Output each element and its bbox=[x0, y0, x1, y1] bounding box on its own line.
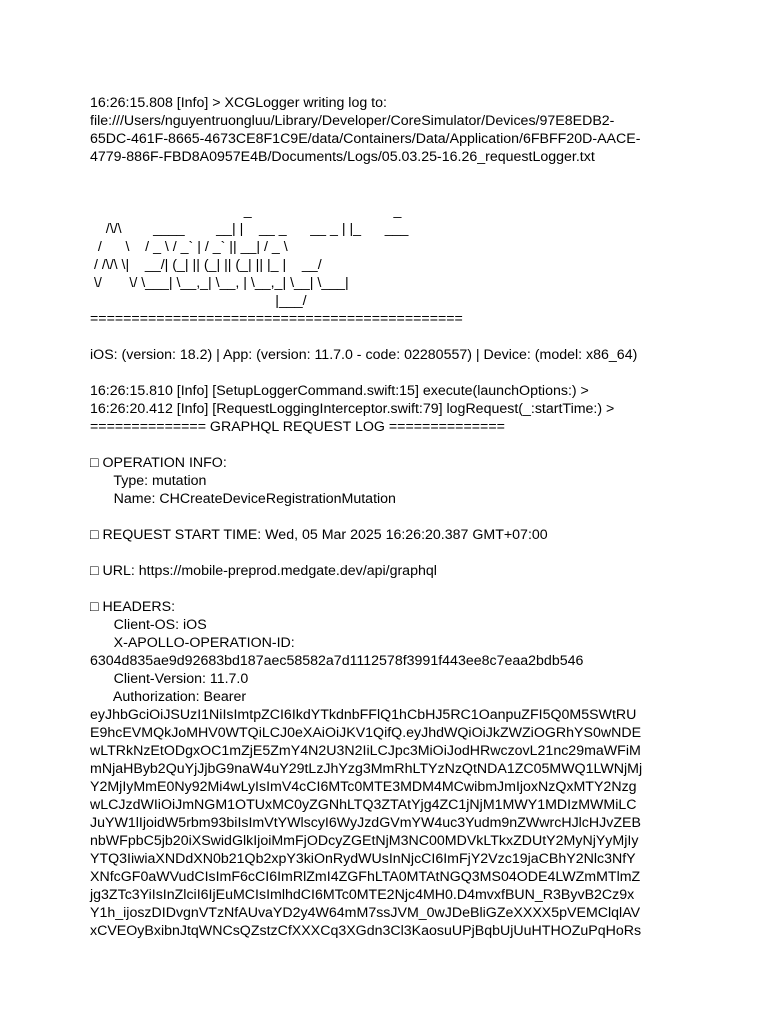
log-line: /\/\ ____ __| | __ _ __ _ | |_ ___ bbox=[90, 221, 409, 237]
log-line bbox=[90, 364, 690, 382]
log-document bbox=[90, 94, 690, 940]
log-line: □ OPERATION INFO: bbox=[90, 455, 227, 471]
log-line: Y2MjIyMmE0Ny92Mi4wLyIsImV4cCI6MTc0MTE3MDM4MCwibmJmIjoxNzQxMTY2Nzg bbox=[90, 779, 637, 795]
log-line: 4779-886F-FBD8A0957E4B/Documents/Logs/05.03.25-16.26_requestLogger.txt bbox=[90, 149, 595, 165]
log-line bbox=[90, 508, 690, 526]
log-line: YTQ3IiwiaXNDdXN0b21Qb2xpY3kiOnRydWUsInNjcCI6ImFjY2Vzc19jaCBhY2Nlc3NfY bbox=[90, 851, 636, 867]
log-line bbox=[90, 436, 690, 454]
log-line: XNfcGF0aWVudCIsImF6cCI6ImRlZmI4ZGFhLTA0MTAtNGQ3MS04ODE4LWZmMTlmZ bbox=[90, 869, 641, 885]
log-line: jg3ZTc3YiIsInZlciI6IjEuMCIsImlhdCI6MTc0MTE2Njc4MH0.D4mvxfBUN_R3ByvB2Cz9x bbox=[90, 887, 635, 903]
log-line: / \ / _ \ / _` | / _` || __| / _ \ bbox=[90, 239, 288, 255]
log-line: \/ \/ \___| \__,_| \__, | \__,_| \__| \___| bbox=[90, 275, 349, 291]
log-line: □ URL: https://mobile-preprod.medgate.dev/api/graphql bbox=[90, 563, 437, 579]
log-line bbox=[90, 544, 690, 562]
log-line: xCVEOyBxibnJtqWNCsQZstzCfXXXCq3XGdn3Cl3KaosuUPjBqbUjUuHTHOZuPqHoRs bbox=[90, 923, 642, 939]
log-line bbox=[90, 580, 690, 598]
log-line: wLTRkNzEtODgxOC1mZjE5ZmY4N2U3N2IiLCJpc3MiOiJodHRwczovL21nc29maWFiM bbox=[90, 743, 641, 759]
log-line: eyJhbGciOiJSUzI1NiIsImtpZCI6IkdYTkdnbFFlQ1hCbHJ5RC1OanpuZFI5Q0M5SWtRU bbox=[90, 707, 637, 723]
log-line: file:///Users/nguyentruongluu/Library/Developer/CoreSimulator/Devices/97E8EDB2- bbox=[90, 113, 615, 129]
log-line: wLCJzdWIiOiJmNGM1OTUxMC0yZGNhLTQ3ZTAtYjg4ZC1jNjM1MWY1MDIzMWMiLC bbox=[90, 797, 637, 813]
log-line: ============================================= bbox=[90, 311, 463, 327]
log-line: iOS: (version: 18.2) | App: (version: 11.7.0 - code: 02280557) | Device: (model: x86_64) bbox=[90, 347, 638, 363]
log-line: |___/ bbox=[90, 293, 307, 309]
log-line: mNjaHByb2QuYjJjbG9naW4uY29tLzJhYzg3MmRhLTYzNzQtNDA1ZC05MWQ1LWNjMj bbox=[90, 761, 643, 777]
log-line: 16:26:15.810 [Info] [SetupLoggerCommand.swift:15] execute(launchOptions:) > bbox=[90, 383, 589, 399]
log-line bbox=[90, 328, 690, 346]
log-line: □ HEADERS: bbox=[90, 599, 176, 615]
log-line: 16:26:20.412 [Info] [RequestLoggingInterceptor.swift:79] logRequest(_:startTime:) > bbox=[90, 401, 615, 417]
log-line: Authorization: Bearer bbox=[90, 689, 247, 705]
log-line bbox=[90, 166, 690, 184]
log-line: / /\/\ \| __/| (_| || (_| || (_| || |_ | __/ bbox=[90, 257, 322, 273]
log-line: 6304d835ae9d92683bd187aec58582a7d1112578f3991f443ee8c7eaa2bdb546 bbox=[90, 653, 584, 669]
log-line: X-APOLLO-OPERATION-ID: bbox=[90, 635, 295, 651]
log-line: Name: CHCreateDeviceRegistrationMutation bbox=[90, 491, 396, 507]
log-line: Type: mutation bbox=[90, 473, 207, 489]
log-line: JuYW1lIjoidW5rbm93biIsImVtYWlscyI6WyJzdGVmYW4uc3Yudm9nZWwrcHJlcHJvZEB bbox=[90, 815, 641, 831]
log-line: ============== GRAPHQL REQUEST LOG ============== bbox=[90, 419, 505, 435]
log-line: nbWFpbC5jb20iXSwidGlkIjoiMmFjODcyZGEtNjM3NC00MDVkLTkxZDUtY2MyNjYyMjIy bbox=[90, 833, 639, 849]
log-line: Client-OS: iOS bbox=[90, 617, 207, 633]
log-line: _ _ bbox=[90, 203, 402, 219]
log-line: 16:26:15.808 [Info] > XCGLogger writing log to: bbox=[90, 95, 387, 111]
log-line: Y1h_ijoszDIDvgnVTzNfAUvaYD2y4W64mM7ssJVM_0wJDeBliGZeXXXX5pVEMClqlAV bbox=[90, 905, 641, 921]
log-line: 65DC-461F-8665-4673CE8F1C9E/data/Containers/Data/Application/6FBFF20D-AACE- bbox=[90, 131, 641, 147]
log-line: □ REQUEST START TIME: Wed, 05 Mar 2025 16:26:20.387 GMT+07:00 bbox=[90, 527, 548, 543]
log-line: E9hcEVMQkJoMHV0WTQiLCJ0eXAiOiJKV1QifQ.eyJhdWQiOiJkZWZiOGRhYS0wNDE bbox=[90, 725, 642, 741]
log-line bbox=[90, 184, 690, 202]
log-line: Client-Version: 11.7.0 bbox=[90, 671, 249, 687]
